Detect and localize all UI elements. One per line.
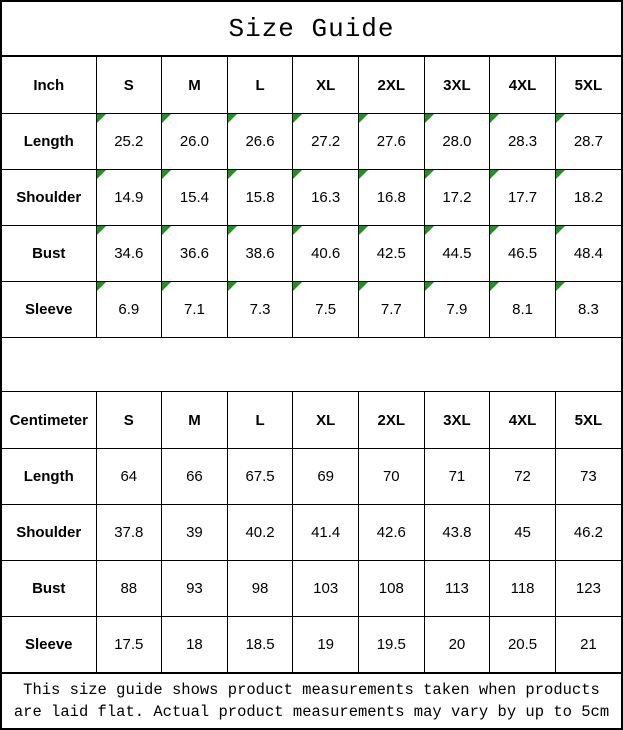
table-row: [2, 114, 621, 170]
size-value-cell: [359, 617, 425, 673]
size-value-text: 88: [120, 580, 138, 597]
size-value-text: 42.5: [376, 245, 406, 262]
size-value-text: 39: [186, 524, 203, 541]
size-value-cell: [555, 449, 621, 505]
size-value-cell: [424, 282, 490, 338]
size-value-text: 72: [514, 468, 531, 485]
size-value-cell: [424, 505, 490, 561]
size-value-cell: [96, 282, 162, 338]
row-label-cell: Length: [2, 114, 96, 170]
size-header-cell: 3XL: [424, 392, 490, 449]
flag-triangle-icon: [490, 114, 499, 123]
size-value-cell: [293, 170, 359, 226]
size-value-cell: [293, 114, 359, 170]
size-header-cell: S: [96, 57, 162, 114]
size-value-cell: [227, 170, 293, 226]
size-value-cell: [162, 617, 228, 673]
size-header-cell: 3XL: [424, 57, 490, 114]
flag-triangle-icon: [293, 114, 302, 123]
flag-triangle-icon: [425, 226, 434, 235]
size-value-text: 25.2: [114, 133, 144, 150]
size-value-cell: [162, 449, 228, 505]
size-value-text: 41.4: [311, 524, 341, 541]
flag-triangle-icon: [97, 114, 106, 123]
size-header-cell: 5XL: [555, 57, 621, 114]
flag-triangle-icon: [425, 282, 434, 291]
size-value-text: 15.4: [179, 189, 210, 206]
size-header-cell: L: [227, 57, 293, 114]
flag-triangle-icon: [162, 114, 171, 123]
size-header-cell: 4XL: [490, 392, 556, 449]
flag-triangle-icon: [228, 170, 237, 179]
size-value-cell: [227, 282, 293, 338]
size-value-cell: [293, 226, 359, 282]
size-value-cell: [490, 114, 556, 170]
size-value-cell: [359, 561, 425, 617]
size-value-cell: [96, 617, 162, 673]
size-value-text: 37.8: [114, 524, 144, 541]
size-value-cell: [490, 170, 556, 226]
flag-triangle-icon: [556, 114, 565, 123]
size-value-text: 113: [444, 580, 469, 597]
size-value-text: 98: [251, 580, 269, 597]
size-value-cell: [424, 561, 490, 617]
row-label-cell: Sleeve: [2, 617, 96, 673]
size-value-text: 36.6: [179, 245, 210, 262]
size-value-cell: [162, 226, 228, 282]
size-value-cell: [96, 170, 162, 226]
size-value-cell: [555, 617, 621, 673]
size-value-cell: [490, 561, 556, 617]
row-label-cell: Shoulder: [2, 505, 96, 561]
size-value-cell: [227, 114, 293, 170]
size-value-cell: [227, 449, 293, 505]
size-value-cell: [555, 505, 621, 561]
size-value-text: 17.2: [442, 189, 472, 206]
size-value-cell: [162, 505, 228, 561]
size-value-text: 21: [580, 636, 597, 653]
size-value-text: 15.8: [245, 189, 275, 206]
size-value-text: 18.5: [245, 636, 275, 653]
size-value-text: 20.5: [507, 636, 538, 653]
size-value-cell: [359, 114, 425, 170]
inch-size-table: [2, 56, 621, 338]
flag-triangle-icon: [162, 226, 171, 235]
size-value-cell: [555, 226, 621, 282]
flag-triangle-icon: [359, 282, 368, 291]
size-value-text: 7.5: [315, 301, 337, 318]
size-value-cell: [555, 282, 621, 338]
size-value-cell: [293, 561, 359, 617]
size-value-text: 28.3: [507, 133, 538, 150]
size-value-text: 27.2: [311, 133, 341, 150]
size-value-cell: [96, 561, 162, 617]
size-value-text: 34.6: [114, 245, 144, 262]
size-value-cell: [359, 449, 425, 505]
size-value-cell: [162, 114, 228, 170]
size-value-text: 46.5: [507, 245, 538, 262]
size-value-cell: [227, 226, 293, 282]
size-value-cell: [555, 561, 621, 617]
size-value-cell: [424, 114, 490, 170]
flag-triangle-icon: [359, 114, 368, 123]
page-title: Size Guide: [2, 2, 621, 56]
size-value-text: 44.5: [442, 245, 472, 262]
size-value-cell: [96, 114, 162, 170]
flag-triangle-icon: [293, 226, 302, 235]
size-value-cell: [96, 449, 162, 505]
size-value-cell: [293, 505, 359, 561]
size-value-text: 26.0: [179, 133, 210, 150]
table-row: [2, 170, 621, 226]
size-value-cell: [424, 226, 490, 282]
flag-triangle-icon: [97, 282, 106, 291]
flag-triangle-icon: [228, 226, 237, 235]
size-value-text: 69: [317, 468, 335, 485]
size-value-text: 28.7: [573, 133, 604, 150]
table-row: [2, 226, 621, 282]
size-value-cell: [359, 226, 425, 282]
size-value-text: 27.6: [376, 133, 406, 150]
flag-triangle-icon: [556, 226, 565, 235]
flag-triangle-icon: [556, 282, 565, 291]
flag-triangle-icon: [293, 282, 302, 291]
size-value-cell: [293, 282, 359, 338]
size-value-text: 7.9: [446, 301, 468, 318]
size-value-cell: [293, 449, 359, 505]
size-value-text: 48.4: [573, 245, 604, 262]
size-value-text: 66: [186, 468, 203, 485]
flag-triangle-icon: [359, 226, 368, 235]
size-value-text: 42.6: [376, 524, 406, 541]
flag-triangle-icon: [228, 114, 237, 123]
size-value-text: 93: [186, 580, 203, 597]
size-value-text: 26.6: [245, 133, 275, 150]
size-value-text: 17.7: [507, 189, 538, 206]
flag-triangle-icon: [490, 282, 499, 291]
size-value-text: 103: [313, 580, 339, 597]
size-value-text: 28.0: [442, 133, 472, 150]
size-value-cell: [227, 505, 293, 561]
size-value-cell: [162, 561, 228, 617]
size-value-cell: [162, 170, 228, 226]
size-value-text: 108: [378, 580, 404, 597]
size-header-cell: XL: [293, 392, 359, 449]
size-value-cell: [96, 505, 162, 561]
size-value-text: 17.5: [114, 636, 144, 653]
size-value-text: 8.1: [512, 301, 533, 318]
table-row: [2, 561, 621, 617]
flag-triangle-icon: [97, 226, 106, 235]
size-header-cell: M: [162, 57, 228, 114]
size-header-cell: 2XL: [359, 392, 425, 449]
flag-triangle-icon: [293, 170, 302, 179]
footer-note-line-2: are laid flat. Actual product measurements may vary by up to 5cm: [13, 702, 610, 721]
size-header-cell: M: [162, 392, 228, 449]
size-value-text: 16.8: [376, 189, 406, 206]
size-value-text: 71: [448, 468, 466, 485]
size-value-cell: [424, 617, 490, 673]
size-value-text: 8.3: [578, 301, 599, 318]
size-value-cell: [359, 170, 425, 226]
size-value-text: 7.7: [380, 301, 402, 318]
size-value-cell: [424, 170, 490, 226]
flag-triangle-icon: [162, 170, 171, 179]
size-value-cell: [490, 282, 556, 338]
size-header-cell: L: [227, 392, 293, 449]
table-row: [2, 282, 621, 338]
size-value-cell: [555, 114, 621, 170]
unit-label-cell: Centimeter: [2, 392, 96, 449]
size-value-text: 7.1: [184, 301, 205, 318]
size-value-text: 19: [317, 636, 335, 653]
size-value-cell: [227, 617, 293, 673]
table-row: [2, 505, 621, 561]
size-value-text: 46.2: [573, 524, 604, 541]
size-header-row: [2, 392, 621, 449]
size-value-text: 6.9: [118, 301, 140, 318]
size-header-cell: 2XL: [359, 57, 425, 114]
size-value-cell: [490, 226, 556, 282]
size-value-text: 7.3: [249, 301, 271, 318]
size-value-text: 16.3: [311, 189, 341, 206]
size-value-text: 20: [448, 636, 466, 653]
size-value-cell: [490, 449, 556, 505]
size-value-text: 43.8: [442, 524, 472, 541]
size-value-cell: [359, 282, 425, 338]
size-header-cell: 4XL: [490, 57, 556, 114]
size-value-text: 73: [580, 468, 597, 485]
flag-triangle-icon: [359, 170, 368, 179]
cm-size-table: [2, 391, 621, 673]
row-label-cell: Bust: [2, 226, 96, 282]
size-value-text: 18: [186, 636, 203, 653]
size-value-cell: [490, 617, 556, 673]
flag-triangle-icon: [162, 282, 171, 291]
flag-triangle-icon: [490, 226, 499, 235]
footer-note: [2, 673, 621, 729]
flag-triangle-icon: [425, 114, 434, 123]
size-value-cell: [293, 617, 359, 673]
size-header-cell: S: [96, 392, 162, 449]
size-header-cell: XL: [293, 57, 359, 114]
row-label-cell: Shoulder: [2, 170, 96, 226]
size-value-text: 118: [510, 580, 535, 597]
size-header-cell: 5XL: [555, 392, 621, 449]
row-label-cell: Length: [2, 449, 96, 505]
flag-triangle-icon: [425, 170, 434, 179]
size-value-cell: [227, 561, 293, 617]
size-value-text: 123: [575, 580, 601, 597]
size-header-row: [2, 57, 621, 114]
size-value-text: 40.6: [311, 245, 341, 262]
table-row: [2, 617, 621, 673]
size-value-cell: [555, 170, 621, 226]
footer-note-line-1: This size guide shows product measurements taken when products: [23, 680, 600, 699]
size-value-text: 19.5: [376, 636, 406, 653]
size-value-text: 40.2: [245, 524, 275, 541]
table-row: [2, 449, 621, 505]
flag-triangle-icon: [556, 170, 565, 179]
flag-triangle-icon: [228, 282, 237, 291]
size-value-text: 64: [120, 468, 138, 485]
size-value-text: 45: [514, 524, 531, 541]
row-label-cell: Bust: [2, 561, 96, 617]
size-value-text: 38.6: [245, 245, 275, 262]
unit-label-cell: Inch: [2, 57, 96, 114]
size-value-cell: [490, 505, 556, 561]
size-value-text: 14.9: [114, 189, 144, 206]
size-value-cell: [424, 449, 490, 505]
size-value-text: 67.5: [245, 468, 275, 485]
row-label-cell: Sleeve: [2, 282, 96, 338]
size-value-cell: [162, 282, 228, 338]
size-value-text: 70: [382, 468, 400, 485]
size-value-text: 18.2: [573, 189, 604, 206]
spacer-row: [2, 338, 621, 391]
flag-triangle-icon: [490, 170, 499, 179]
flag-triangle-icon: [97, 170, 106, 179]
size-value-cell: [96, 226, 162, 282]
size-value-cell: [359, 505, 425, 561]
